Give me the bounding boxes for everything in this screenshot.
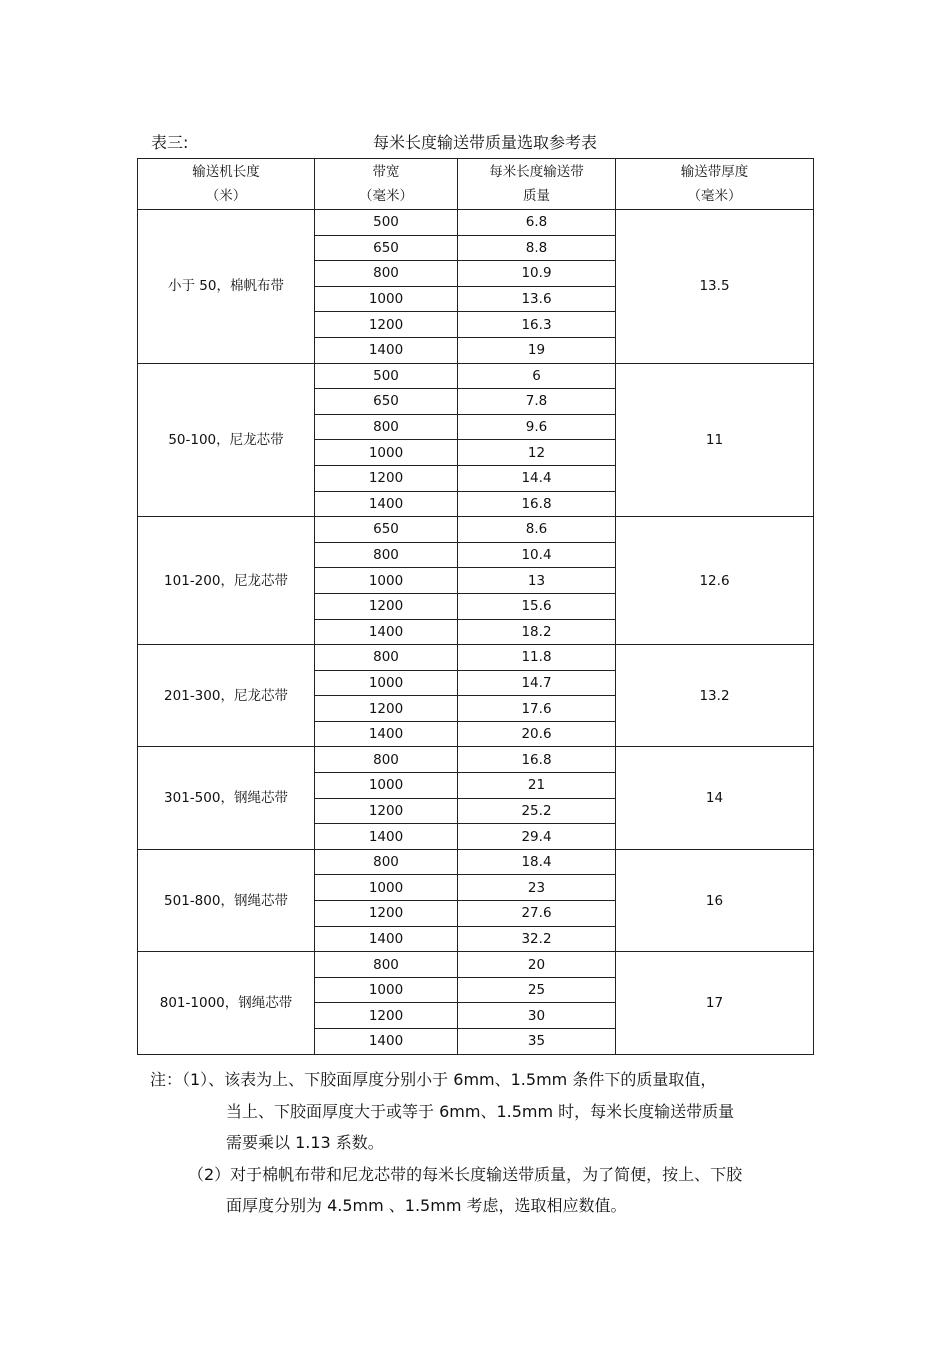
table-row — [138, 849, 814, 875]
cell-belt-thickness: 14 — [616, 747, 814, 849]
cell-belt-thickness: 12.6 — [616, 517, 814, 645]
note-1-line-1: 注：（1）、该表为上、下胶面厚度分别小于 6mm、1.5mm 条件下的质量取值， — [150, 1070, 717, 1089]
notes — [150, 1064, 820, 1222]
cell-belt-thickness: 16 — [616, 849, 814, 951]
cell-belt-width: 500 — [315, 210, 458, 236]
table-header-row — [138, 159, 814, 210]
cell-belt-width: 1200 — [315, 798, 458, 824]
cell-belt-width: 1000 — [315, 440, 458, 466]
cell-mass-per-meter: 10.4 — [458, 542, 616, 568]
cell-mass-per-meter: 12 — [458, 440, 616, 466]
cell-belt-thickness: 11 — [616, 363, 814, 517]
cell-mass-per-meter: 6 — [458, 363, 616, 389]
belt-mass-table — [137, 158, 814, 1055]
table-row — [138, 747, 814, 773]
cell-mass-per-meter: 13.6 — [458, 286, 616, 312]
cell-mass-per-meter: 16.8 — [458, 491, 616, 517]
cell-conveyor-length: 501-800，钢绳芯带 — [138, 849, 315, 951]
cell-belt-width: 1200 — [315, 1003, 458, 1029]
cell-mass-per-meter: 8.6 — [458, 517, 616, 543]
cell-mass-per-meter: 9.6 — [458, 414, 616, 440]
cell-belt-width: 1200 — [315, 465, 458, 491]
cell-belt-width: 1400 — [315, 721, 458, 747]
note-2-line-2: 面厚度分别为 4.5mm 、1.5mm 考虑，选取相应数值。 — [226, 1196, 627, 1215]
cell-mass-per-meter: 6.8 — [458, 210, 616, 236]
cell-mass-per-meter: 19 — [458, 337, 616, 363]
cell-belt-thickness: 13.5 — [616, 210, 814, 364]
cell-mass-per-meter: 15.6 — [458, 593, 616, 619]
header-belt-thickness: 输送带厚度 （毫米） — [616, 159, 814, 210]
cell-belt-width: 800 — [315, 261, 458, 287]
cell-belt-width: 1000 — [315, 568, 458, 594]
cell-belt-width: 1000 — [315, 875, 458, 901]
table-body — [138, 210, 814, 1055]
cell-mass-per-meter: 8.8 — [458, 235, 616, 261]
cell-belt-width: 1400 — [315, 491, 458, 517]
cell-mass-per-meter: 14.7 — [458, 670, 616, 696]
header-belt-width: 带宽 （毫米） — [315, 159, 458, 210]
note-1-line-2: 当上、下胶面厚度大于或等于 6mm、1.5mm 时，每米长度输送带质量 — [226, 1101, 735, 1121]
cell-mass-per-meter: 11.8 — [458, 645, 616, 671]
cell-conveyor-length: 小于 50，棉帆布带 — [138, 210, 315, 364]
cell-mass-per-meter: 7.8 — [458, 389, 616, 415]
cell-mass-per-meter: 18.2 — [458, 619, 616, 645]
cell-mass-per-meter: 21 — [458, 773, 616, 799]
cell-belt-width: 1200 — [315, 901, 458, 927]
table-row — [138, 952, 814, 978]
cell-belt-width: 1000 — [315, 670, 458, 696]
cell-mass-per-meter: 27.6 — [458, 901, 616, 927]
cell-mass-per-meter: 32.2 — [458, 926, 616, 952]
cell-belt-width: 1000 — [315, 977, 458, 1003]
cell-belt-width: 800 — [315, 542, 458, 568]
cell-mass-per-meter: 10.9 — [458, 261, 616, 287]
cell-mass-per-meter: 13 — [458, 568, 616, 594]
note-2-line-1: （2）对于棉帆布带和尼龙芯带的每米长度输送带质量，为了简便，按上、下胶 — [188, 1164, 743, 1184]
note-1-line-3: 需要乘以 1.13 系数。 — [226, 1133, 384, 1152]
cell-belt-width: 1400 — [315, 337, 458, 363]
table-row — [138, 517, 814, 543]
cell-belt-width: 1400 — [315, 926, 458, 952]
cell-belt-thickness: 13.2 — [616, 645, 814, 747]
cell-belt-width: 650 — [315, 235, 458, 261]
cell-belt-width: 1200 — [315, 696, 458, 722]
cell-belt-width: 1000 — [315, 773, 458, 799]
cell-mass-per-meter: 16.3 — [458, 312, 616, 338]
cell-belt-width: 500 — [315, 363, 458, 389]
cell-mass-per-meter: 25 — [458, 977, 616, 1003]
table-row — [138, 363, 814, 389]
cell-mass-per-meter: 18.4 — [458, 849, 616, 875]
cell-belt-width: 650 — [315, 389, 458, 415]
table-label: 表三: — [151, 133, 189, 152]
cell-mass-per-meter: 29.4 — [458, 824, 616, 850]
cell-belt-width: 800 — [315, 952, 458, 978]
cell-belt-width: 800 — [315, 414, 458, 440]
table-title: 每米长度输送带质量选取参考表 — [373, 133, 598, 152]
cell-mass-per-meter: 16.8 — [458, 747, 616, 773]
cell-conveyor-length: 201-300，尼龙芯带 — [138, 645, 315, 747]
table-row — [138, 645, 814, 671]
cell-mass-per-meter: 17.6 — [458, 696, 616, 722]
cell-mass-per-meter: 14.4 — [458, 465, 616, 491]
cell-belt-width: 800 — [315, 747, 458, 773]
header-conveyor-length: 输送机长度 （米） — [138, 159, 315, 210]
cell-mass-per-meter: 35 — [458, 1029, 616, 1055]
cell-conveyor-length: 101-200，尼龙芯带 — [138, 517, 315, 645]
cell-belt-width: 1400 — [315, 1029, 458, 1055]
cell-belt-width: 1000 — [315, 286, 458, 312]
cell-mass-per-meter: 20 — [458, 952, 616, 978]
cell-mass-per-meter: 23 — [458, 875, 616, 901]
cell-conveyor-length: 301-500，钢绳芯带 — [138, 747, 315, 849]
header-mass-per-meter: 每米长度输送带 质量 — [458, 159, 616, 210]
cell-belt-width: 800 — [315, 645, 458, 671]
cell-belt-width: 1400 — [315, 619, 458, 645]
cell-belt-width: 1200 — [315, 593, 458, 619]
cell-belt-width: 650 — [315, 517, 458, 543]
cell-mass-per-meter: 30 — [458, 1003, 616, 1029]
table-caption — [137, 130, 813, 154]
cell-belt-width: 800 — [315, 849, 458, 875]
cell-conveyor-length: 50-100，尼龙芯带 — [138, 363, 315, 517]
cell-mass-per-meter: 20.6 — [458, 721, 616, 747]
cell-belt-width: 1400 — [315, 824, 458, 850]
cell-belt-thickness: 17 — [616, 952, 814, 1054]
cell-belt-width: 1200 — [315, 312, 458, 338]
table-row — [138, 210, 814, 236]
cell-conveyor-length: 801-1000，钢绳芯带 — [138, 952, 315, 1054]
cell-mass-per-meter: 25.2 — [458, 798, 616, 824]
